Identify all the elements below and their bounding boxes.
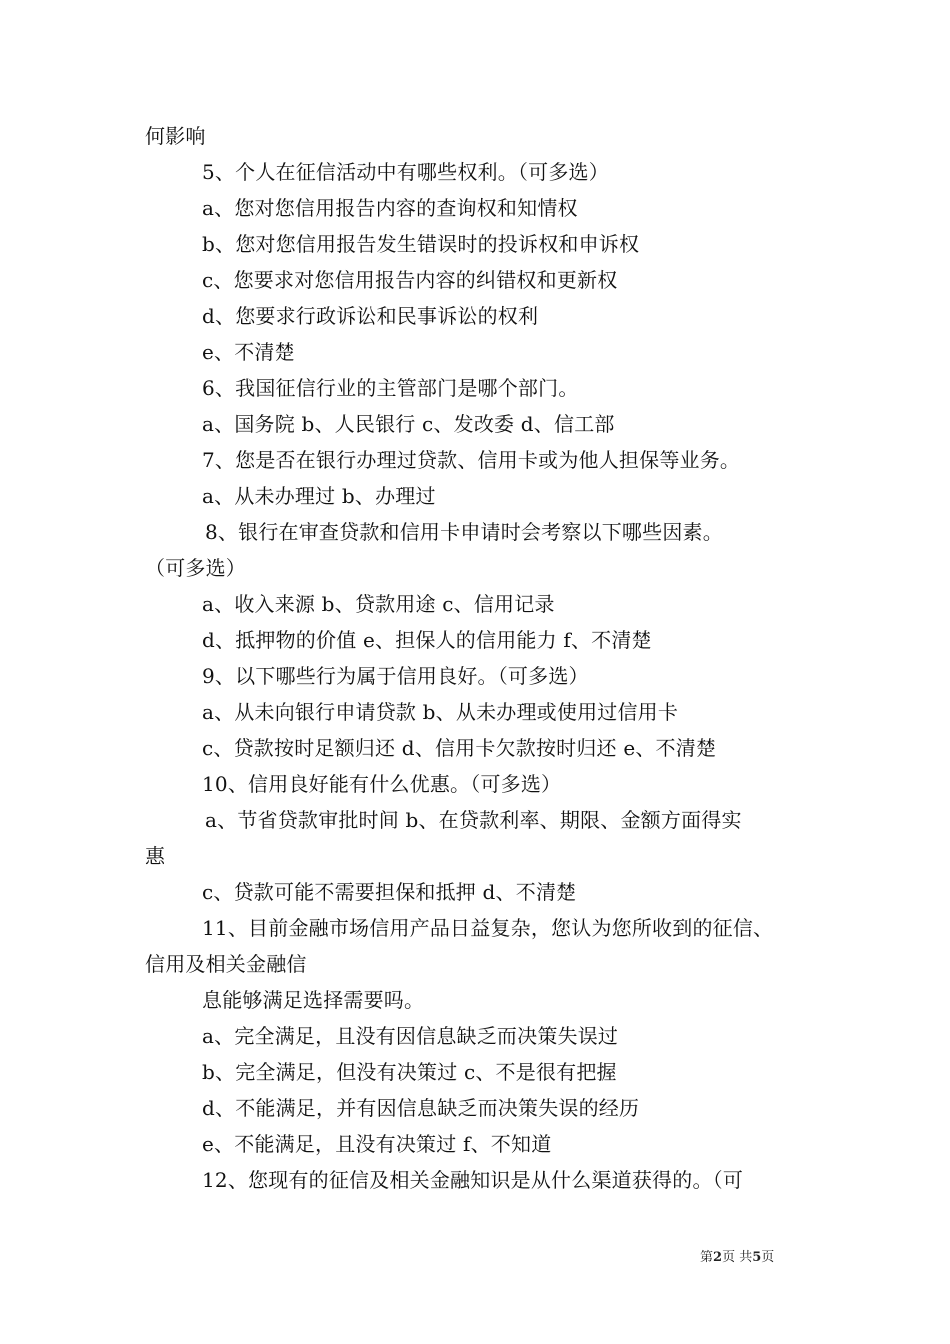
text-line: a、节省贷款审批时间 b、在贷款利率、期限、金额方面得实	[205, 808, 742, 832]
text-line: 何影响	[145, 124, 206, 148]
text-line: 10、信用良好能有什么优惠。（可多选）	[202, 772, 562, 796]
text-line: 信用及相关金融信	[145, 952, 307, 976]
footer-middle: 页 共	[722, 1250, 753, 1265]
text-line: a、从未向银行申请贷款 b、从未办理或使用过信用卡	[202, 700, 679, 724]
text-line: a、国务院 b、人民银行 c、发改委 d、信工部	[202, 412, 615, 436]
text-line: 7、您是否在银行办理过贷款、信用卡或为他人担保等业务。	[202, 448, 741, 472]
text-line: c、贷款按时足额归还 d、信用卡欠款按时归还 e、不清楚	[202, 736, 717, 760]
text-line: c、贷款可能不需要担保和抵押 d、不清楚	[202, 880, 577, 904]
document-body	[145, 118, 825, 1198]
footer-prefix: 第	[700, 1250, 714, 1265]
text-line: a、完全满足，且没有因信息缺乏而决策失误过	[202, 1024, 619, 1048]
text-line: d、不能满足，并有因信息缺乏而决策失误的经历	[202, 1096, 640, 1120]
text-line: 息能够满足选择需要吗。	[202, 988, 425, 1012]
text-line: 6、我国征信行业的主管部门是哪个部门。	[202, 376, 579, 400]
text-line: e、不清楚	[202, 340, 295, 364]
page-footer	[700, 1246, 840, 1265]
text-line: 5、个人在征信活动中有哪些权利。（可多选）	[202, 160, 609, 184]
text-line: a、您对您信用报告内容的查询权和知情权	[202, 196, 578, 220]
text-line: 9、以下哪些行为属于信用良好。（可多选）	[202, 664, 589, 688]
text-line: 11、目前金融市场信用产品日益复杂，您认为您所收到的征信、	[202, 916, 774, 940]
text-line: c、您要求对您信用报告内容的纠错权和更新权	[202, 268, 618, 292]
text-line: 12、您现有的征信及相关金融知识是从什么渠道获得的。（可	[202, 1168, 744, 1192]
text-line: 8、银行在审查贷款和信用卡申请时会考察以下哪些因素。	[205, 520, 723, 544]
text-line: 惠	[145, 844, 166, 868]
total-page-number: 5	[752, 1250, 762, 1265]
text-line: b、完全满足，但没有决策过 c、不是很有把握	[202, 1060, 617, 1084]
text-line: d、抵押物的价值 e、担保人的信用能力 f、不清楚	[202, 628, 652, 652]
text-line: （可多选）	[145, 556, 246, 580]
current-page-number: 2	[713, 1250, 723, 1265]
text-line: a、收入来源 b、贷款用途 c、信用记录	[202, 592, 555, 616]
text-line: b、您对您信用报告发生错误时的投诉权和申诉权	[202, 232, 640, 256]
footer-suffix: 页	[761, 1250, 775, 1265]
text-line: d、您要求行政诉讼和民事诉讼的权利	[202, 304, 539, 328]
text-line: e、不能满足，且没有决策过 f、不知道	[202, 1132, 552, 1156]
text-line: a、从未办理过 b、办理过	[202, 484, 436, 508]
